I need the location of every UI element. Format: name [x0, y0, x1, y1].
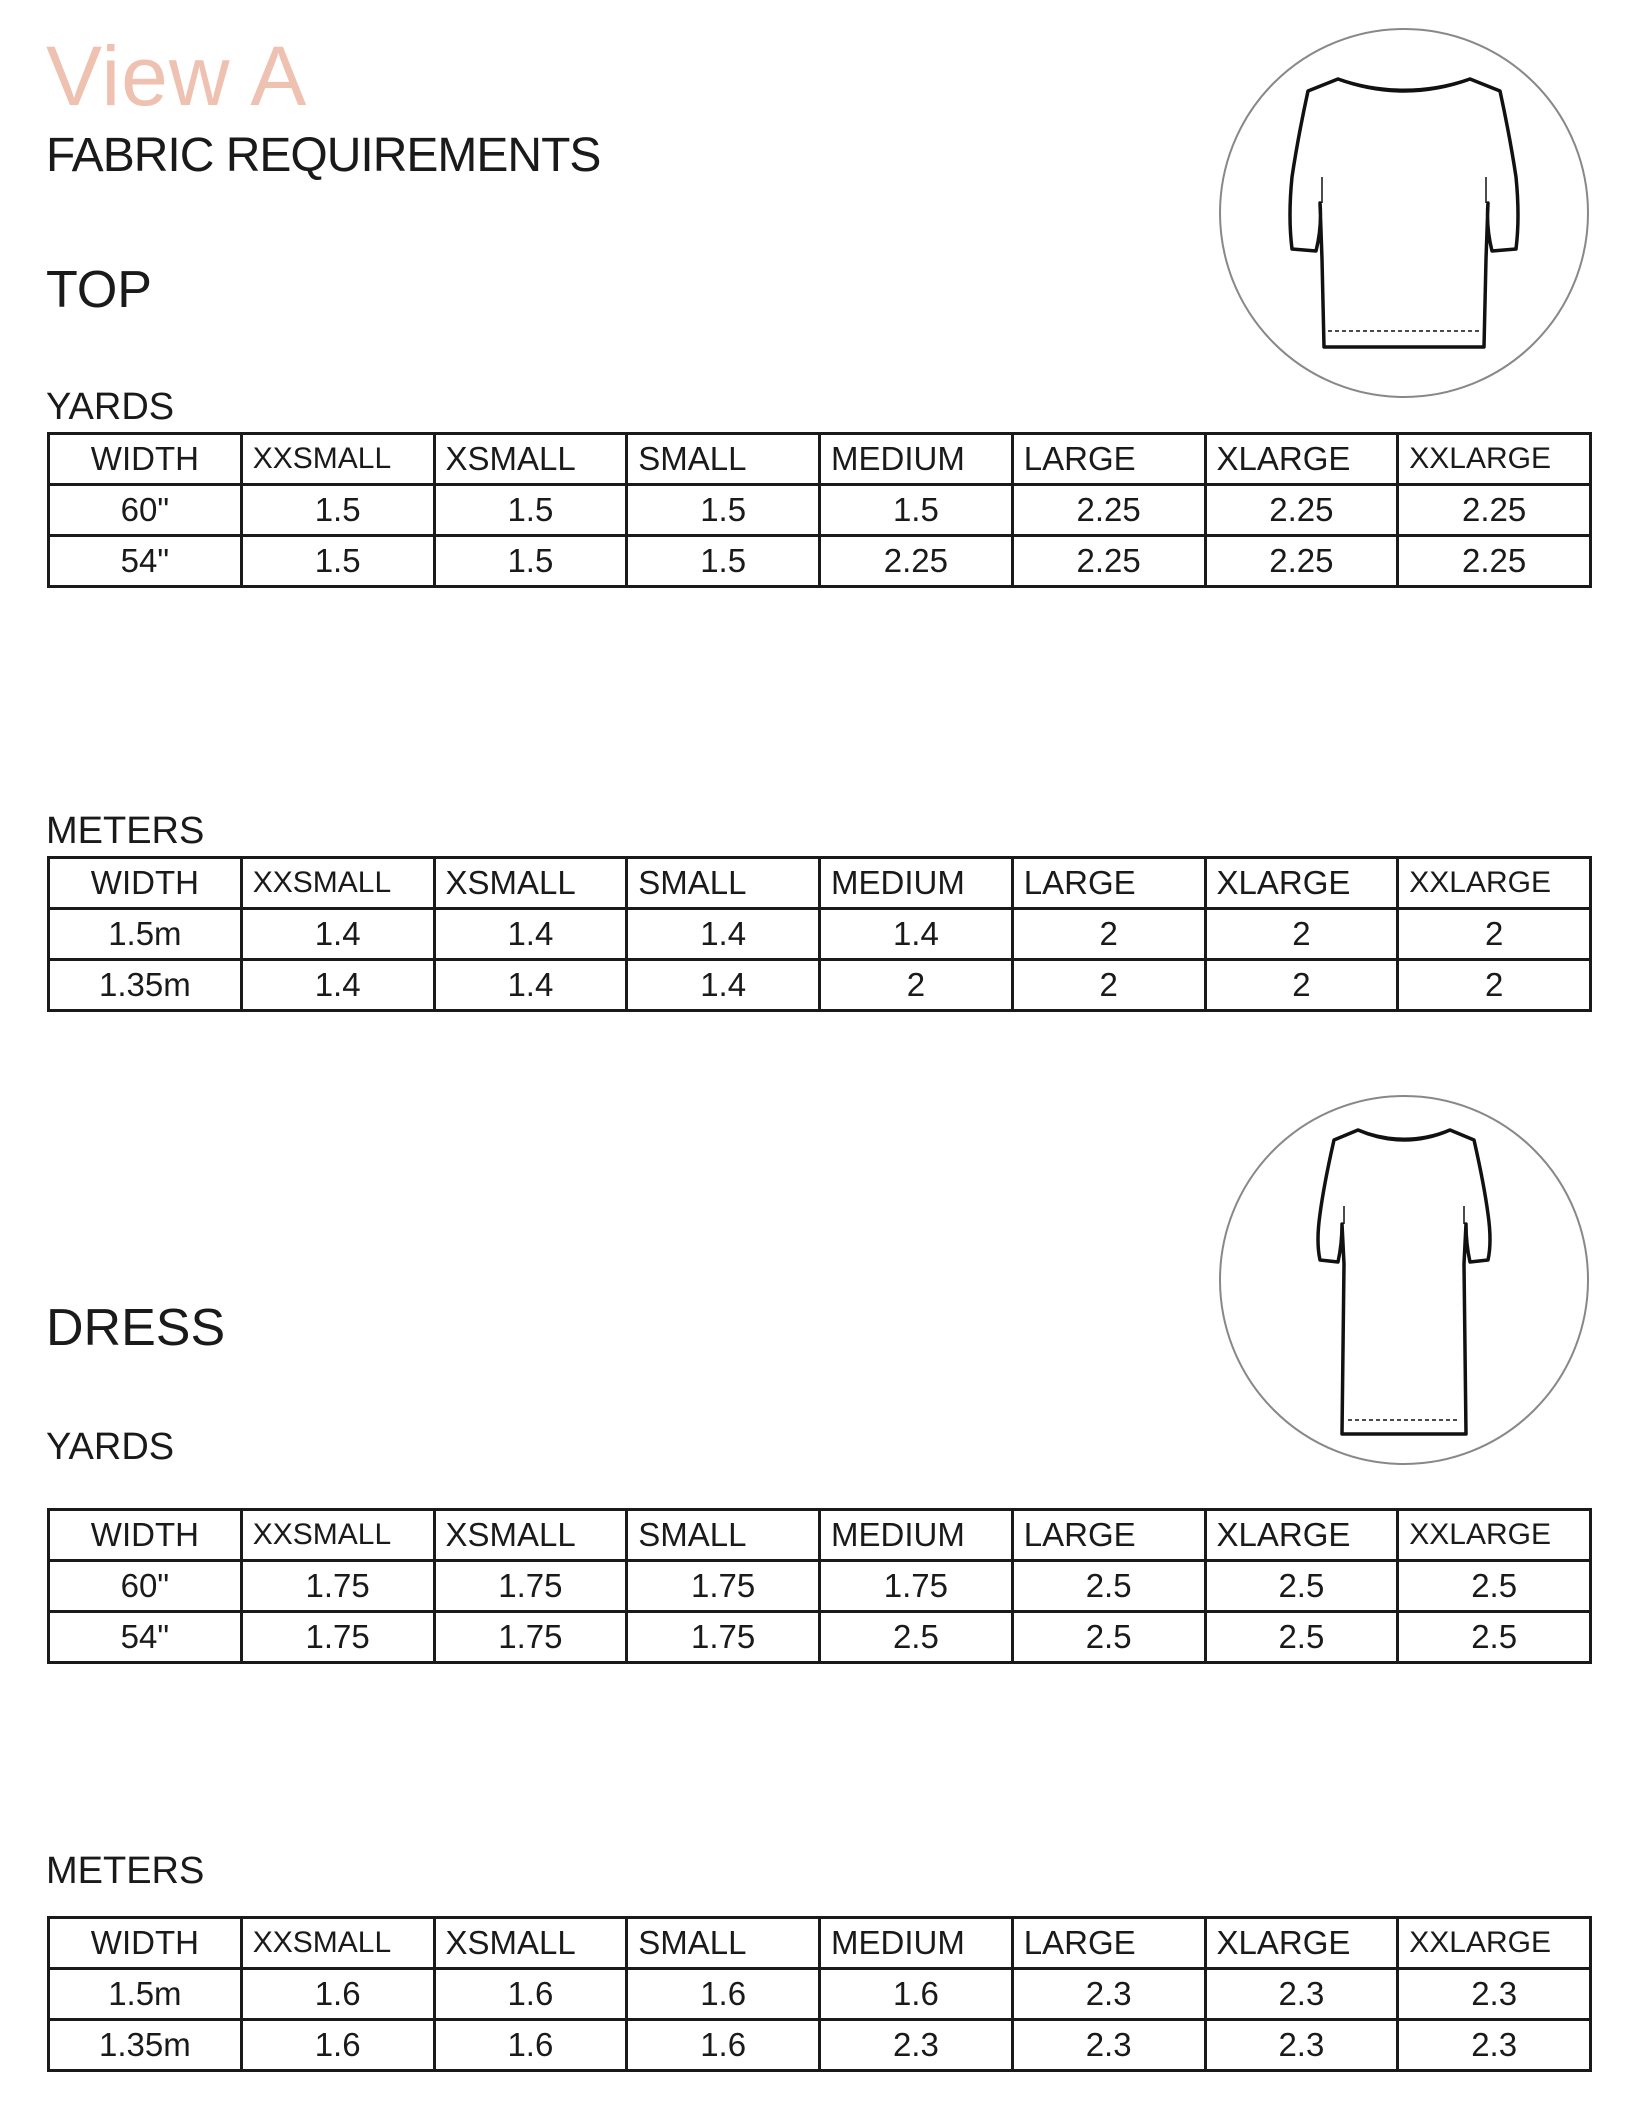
table-cell: 2 [1012, 909, 1205, 960]
table-header-row [49, 858, 1591, 909]
table-row [49, 1612, 1591, 1663]
table-cell: 2 [1012, 960, 1205, 1011]
header-large: LARGE [1012, 1918, 1205, 1969]
table-cell: 2.3 [1012, 1969, 1205, 2020]
table-cell: 2.25 [1012, 485, 1205, 536]
header-xlarge: XLARGE [1205, 434, 1398, 485]
table-cell: 1.4 [820, 909, 1013, 960]
dress-yards-table [47, 1508, 1592, 1664]
table-row [49, 2020, 1591, 2071]
table-cell: 2.5 [1205, 1612, 1398, 1663]
top-section-title: TOP [46, 261, 152, 319]
header-xxlarge: XXLARGE [1398, 858, 1591, 909]
table-cell: 1.5 [241, 485, 434, 536]
width-cell: 1.35m [49, 2020, 242, 2071]
header-xsmall: XSMALL [434, 858, 627, 909]
width-cell: 54" [49, 536, 242, 587]
dress-meters-table [47, 1916, 1592, 2072]
table-cell: 1.5 [241, 536, 434, 587]
table-cell: 1.5 [627, 485, 820, 536]
table-cell: 2.25 [1012, 536, 1205, 587]
header-small: SMALL [627, 1918, 820, 1969]
table-cell: 1.6 [434, 2020, 627, 2071]
width-cell: 60" [49, 1561, 242, 1612]
table-row [49, 1561, 1591, 1612]
table-row [49, 485, 1591, 536]
width-cell: 1.5m [49, 1969, 242, 2020]
table-cell: 1.4 [627, 960, 820, 1011]
table-cell: 2 [1398, 909, 1591, 960]
table-cell: 2 [820, 960, 1013, 1011]
header-small: SMALL [627, 434, 820, 485]
table-cell: 1.6 [627, 2020, 820, 2071]
table-cell: 1.75 [241, 1561, 434, 1612]
dress-garment-icon [1218, 1094, 1590, 1466]
table-cell: 1.5 [627, 536, 820, 587]
header-xsmall: XSMALL [434, 1918, 627, 1969]
table-cell: 2.3 [1205, 2020, 1398, 2071]
header-medium: MEDIUM [820, 434, 1013, 485]
header-xlarge: XLARGE [1205, 1918, 1398, 1969]
table-header-row [49, 1918, 1591, 1969]
header-xxsmall: XXSMALL [241, 1918, 434, 1969]
table-cell: 1.4 [241, 960, 434, 1011]
header-width: WIDTH [49, 1918, 242, 1969]
table-cell: 2.5 [1205, 1561, 1398, 1612]
table-cell: 2.5 [1398, 1612, 1591, 1663]
top-yards-label: YARDS [46, 386, 175, 428]
header-xxsmall: XXSMALL [241, 1510, 434, 1561]
table-cell: 2.3 [820, 2020, 1013, 2071]
table-cell: 1.5 [820, 485, 1013, 536]
table-row [49, 960, 1591, 1011]
dress-meters-label: METERS [46, 1850, 205, 1892]
header-large: LARGE [1012, 858, 1205, 909]
table-cell: 2.25 [1205, 536, 1398, 587]
table-cell: 2 [1205, 960, 1398, 1011]
header-medium: MEDIUM [820, 1510, 1013, 1561]
header-width: WIDTH [49, 858, 242, 909]
table-row [49, 1969, 1591, 2020]
view-title: View A [46, 29, 308, 123]
table-header-row [49, 1510, 1591, 1561]
width-cell: 60" [49, 485, 242, 536]
table-cell: 1.75 [627, 1561, 820, 1612]
header-small: SMALL [627, 858, 820, 909]
table-cell: 1.5 [434, 485, 627, 536]
table-row [49, 536, 1591, 587]
table-cell: 2.25 [1398, 536, 1591, 587]
table-cell: 1.6 [434, 1969, 627, 2020]
width-cell: 54" [49, 1612, 242, 1663]
header-xlarge: XLARGE [1205, 1510, 1398, 1561]
table-cell: 2 [1205, 909, 1398, 960]
header-width: WIDTH [49, 434, 242, 485]
table-cell: 1.6 [241, 1969, 434, 2020]
header-xxlarge: XXLARGE [1398, 1918, 1591, 1969]
table-cell: 2.3 [1398, 1969, 1591, 2020]
header-small: SMALL [627, 1510, 820, 1561]
table-row [49, 909, 1591, 960]
table-cell: 2 [1398, 960, 1591, 1011]
table-cell: 1.75 [434, 1561, 627, 1612]
top-meters-table [47, 856, 1592, 1012]
table-cell: 2.3 [1398, 2020, 1591, 2071]
table-cell: 2.5 [1012, 1561, 1205, 1612]
width-cell: 1.5m [49, 909, 242, 960]
table-cell: 2.25 [1398, 485, 1591, 536]
table-cell: 2.5 [1398, 1561, 1591, 1612]
top-garment-icon [1218, 27, 1590, 399]
table-cell: 2.25 [1205, 485, 1398, 536]
table-cell: 2.3 [1205, 1969, 1398, 2020]
table-cell: 1.6 [820, 1969, 1013, 2020]
header-xxsmall: XXSMALL [241, 858, 434, 909]
table-cell: 1.75 [434, 1612, 627, 1663]
header-xxsmall: XXSMALL [241, 434, 434, 485]
header-width: WIDTH [49, 1510, 242, 1561]
dress-yards-label: YARDS [46, 1426, 175, 1468]
header-xsmall: XSMALL [434, 434, 627, 485]
top-yards-table [47, 432, 1592, 588]
table-cell: 2.5 [1012, 1612, 1205, 1663]
table-cell: 1.4 [434, 960, 627, 1011]
header-large: LARGE [1012, 1510, 1205, 1561]
top-meters-label: METERS [46, 810, 205, 852]
header-xsmall: XSMALL [434, 1510, 627, 1561]
table-cell: 1.75 [820, 1561, 1013, 1612]
table-cell: 1.6 [241, 2020, 434, 2071]
table-cell: 1.75 [241, 1612, 434, 1663]
fabric-requirements-title: FABRIC REQUIREMENTS [46, 129, 601, 182]
table-cell: 2.3 [1012, 2020, 1205, 2071]
table-cell: 1.4 [434, 909, 627, 960]
header-xxlarge: XXLARGE [1398, 434, 1591, 485]
width-cell: 1.35m [49, 960, 242, 1011]
header-xlarge: XLARGE [1205, 858, 1398, 909]
table-cell: 2.5 [820, 1612, 1013, 1663]
table-cell: 2.25 [820, 536, 1013, 587]
dress-section-title: DRESS [46, 1299, 226, 1357]
header-xxlarge: XXLARGE [1398, 1510, 1591, 1561]
table-cell: 1.6 [627, 1969, 820, 2020]
table-cell: 1.4 [627, 909, 820, 960]
header-medium: MEDIUM [820, 858, 1013, 909]
table-cell: 1.4 [241, 909, 434, 960]
header-medium: MEDIUM [820, 1918, 1013, 1969]
table-cell: 1.75 [627, 1612, 820, 1663]
header-large: LARGE [1012, 434, 1205, 485]
table-header-row [49, 434, 1591, 485]
table-cell: 1.5 [434, 536, 627, 587]
